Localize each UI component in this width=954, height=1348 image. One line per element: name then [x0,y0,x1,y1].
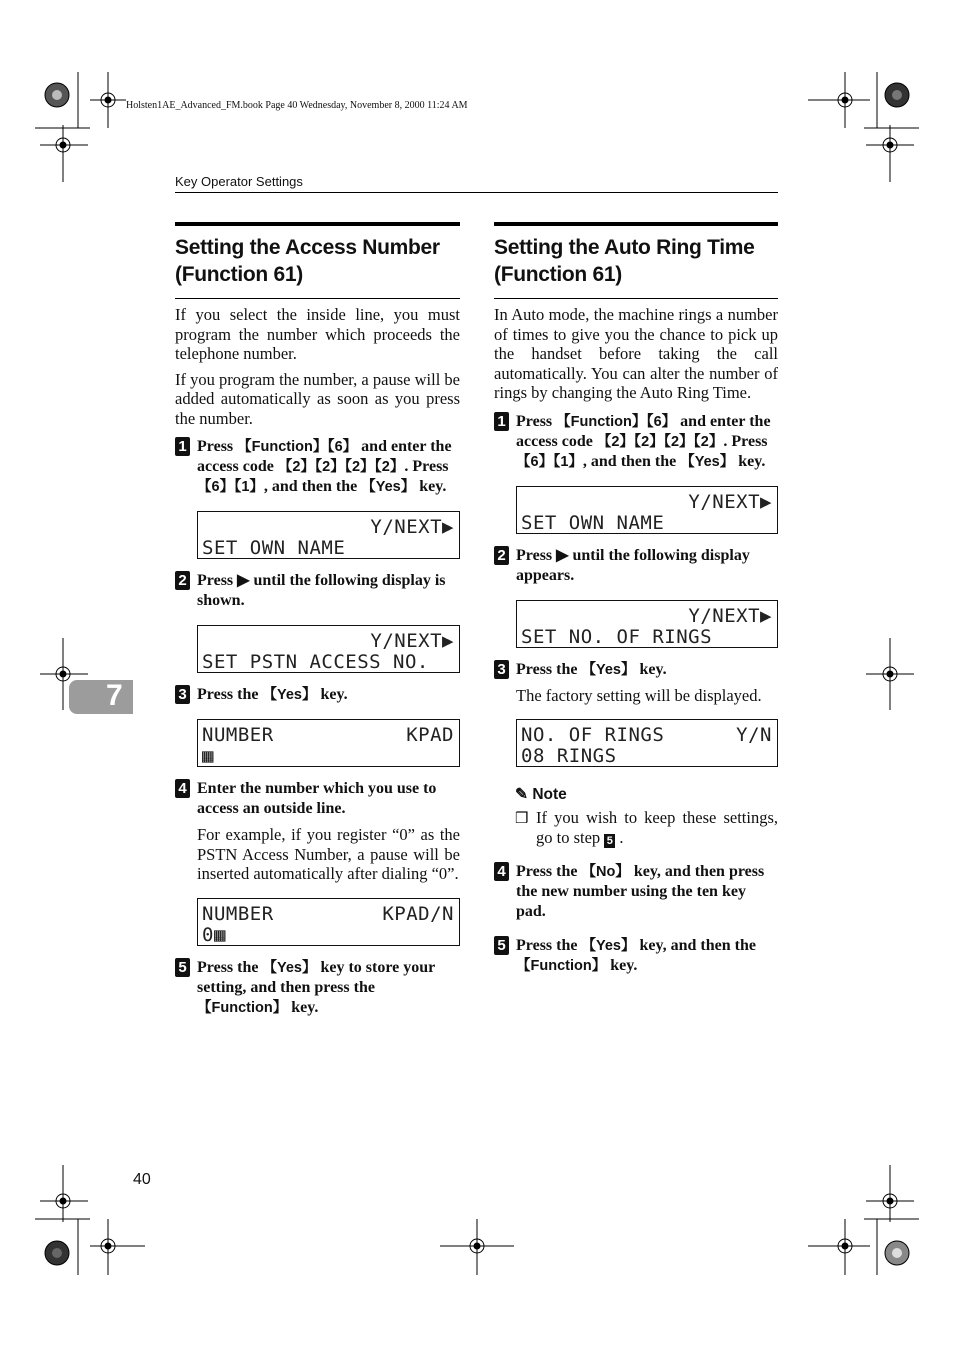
lcd-line: ▦ [202,745,214,767]
lcd-display [516,486,778,534]
intro-paragraph: If you select the inside line, you must program the number which proceeds the telephone number. [175,305,460,363]
key-label: 【Function】【6】 [237,439,358,455]
text: Press the [516,862,582,880]
right-column [494,222,778,976]
lcd-line: Y/NEXT▶ [688,490,772,513]
chapter-tab-number: 7 [106,679,123,712]
note-heading [515,785,778,804]
step-number: 1 [494,412,509,431]
key-label: 【Yes】 [262,687,317,703]
text: , and then the [263,478,362,495]
text: key. [635,660,667,678]
text: key. [734,452,766,470]
lcd-line: Y/NEXT▶ [370,516,454,538]
step-body: The factory setting will be displayed. [516,685,762,705]
lcd-line: KPAD [406,724,454,746]
step-number: 3 [494,660,509,679]
note-text-end: . [619,827,624,847]
text: Press the [516,660,582,678]
lcd-line: 08 RINGS [521,745,617,767]
left-column [175,222,460,1018]
running-header: Key Operator Settings [175,174,303,189]
text: key. [415,478,447,495]
note-text: If you wish to keep these settings, go to step [536,808,778,847]
text: Press the [197,686,263,703]
text: Press the [516,936,582,954]
key-label: 【Function】【6】 [556,413,677,430]
text: key to store your setting, and then press the [197,958,435,996]
lcd-line: SET OWN NAME [202,537,346,559]
section-title [175,234,460,288]
page-number: 40 [133,1171,151,1188]
step-number: 4 [494,862,509,881]
key-label: 【Yes】 [361,479,416,495]
text: and enter the access code [516,412,771,450]
lcd-display [197,898,460,946]
step-instruction: Press ▶ until the following display is shown. [197,572,446,609]
text: key. [287,998,319,1016]
step-instruction: Enter the number which you use to access an outside line. [197,780,437,817]
key-label: 【Yes】 [680,453,735,470]
lcd-line: NUMBER [202,902,274,925]
pencil-icon: ✎ [515,786,528,803]
lcd-display [197,719,460,767]
key-label: 【Yes】 [581,937,636,954]
key-label: 【2】【2】【2】【2】 [277,459,405,475]
checkbox-icon: ❒ [515,811,529,827]
intro-paragraph: In Auto mode, the machine rings a number of times to give you the chance to pick up the handset before taking the call automatically. You can alter the number of rings by changing the Auto Ring Time. [494,305,778,402]
step-instruction [197,437,460,497]
header-rule [175,192,778,193]
lcd-display [197,625,460,673]
step-number: 1 [175,437,190,456]
step-instruction [516,412,778,472]
text: key, and then press the new number using the ten key pad. [516,862,765,920]
step-reference: 5 [604,834,615,848]
key-label: 【6】【1】 [516,453,583,470]
step-instruction [197,958,460,1018]
key-label: 【2】【2】【2】【2】 [596,433,724,450]
step-3 [494,660,778,706]
section-rule [494,222,778,226]
text: Press [516,412,557,430]
lcd-line: NO. OF RINGS [521,724,665,746]
text: Press the [197,958,263,976]
lcd-line: 0▦ [202,923,226,946]
key-label: 【Yes】 [581,661,636,678]
step-2 [175,571,460,611]
section-underline [175,298,460,299]
section-rule [175,222,460,226]
lcd-line: SET PSTN ACCESS NO. [202,651,429,673]
lcd-line: KPAD/N [382,902,454,925]
text: Press [197,438,238,455]
step-number: 3 [175,685,190,704]
section-title [494,234,778,288]
text: and enter the access code [197,438,452,475]
lcd-line: Y/N [736,724,772,746]
section-title-line: Setting the Access Number [175,236,440,259]
step-instruction [516,660,778,680]
lcd-line: Y/NEXT▶ [688,604,772,627]
key-label: 【Yes】 [262,959,317,976]
step-instruction [197,685,460,705]
lcd-line: SET NO. OF RINGS [521,625,713,648]
chapter-tab [69,680,133,714]
lcd-line: NUMBER [202,724,274,746]
text: key, and then the [635,936,756,954]
step-5 [494,936,778,976]
step-3 [175,685,460,705]
section-title-line: (Function 61) [175,263,303,286]
step-instruction: Press ▶ until the following display appears. [516,546,750,584]
step-number: 2 [175,571,190,590]
note-label: Note [532,786,567,803]
step-5 [175,958,460,1018]
text: key. [316,686,348,703]
key-label: 【Function】 [516,957,607,974]
lcd-display [197,511,460,559]
step-instruction [516,862,778,922]
section-title-line: (Function 61) [494,263,622,286]
lcd-display [516,719,778,767]
note-item [515,808,778,848]
lcd-display [516,600,778,648]
step-instruction [516,936,778,976]
step-1 [175,437,460,497]
step-4 [175,779,460,884]
key-label: 【6】【1】 [197,479,264,495]
step-4 [494,862,778,922]
lcd-line: Y/NEXT▶ [370,630,454,652]
text: , and then the [582,452,681,470]
key-label: 【No】 [581,863,630,880]
text: key. [606,956,638,974]
section-title-line: Setting the Auto Ring Time [494,236,755,259]
file-info: Holsten1AE_Advanced_FM.book Page 40 Wednesday, November 8, 2000 11:24 AM [126,100,468,111]
step-body: For example, if you register “0” as the PSTN Access Number, a pause will be inserted automatically after dialing “0”. [197,825,460,883]
text: . Press [723,432,768,450]
section-underline [494,298,778,299]
step-2 [494,546,778,586]
step-number: 4 [175,779,190,798]
intro-paragraph: If you program the number, a pause will be added automatically as soon as you press the number. [175,369,460,428]
step-number: 2 [494,546,509,565]
step-number: 5 [175,958,190,977]
lcd-line: SET OWN NAME [521,511,665,534]
step-1 [494,412,778,472]
key-label: 【Function】 [197,999,288,1016]
step-number: 5 [494,936,509,955]
text: . Press [404,458,449,475]
